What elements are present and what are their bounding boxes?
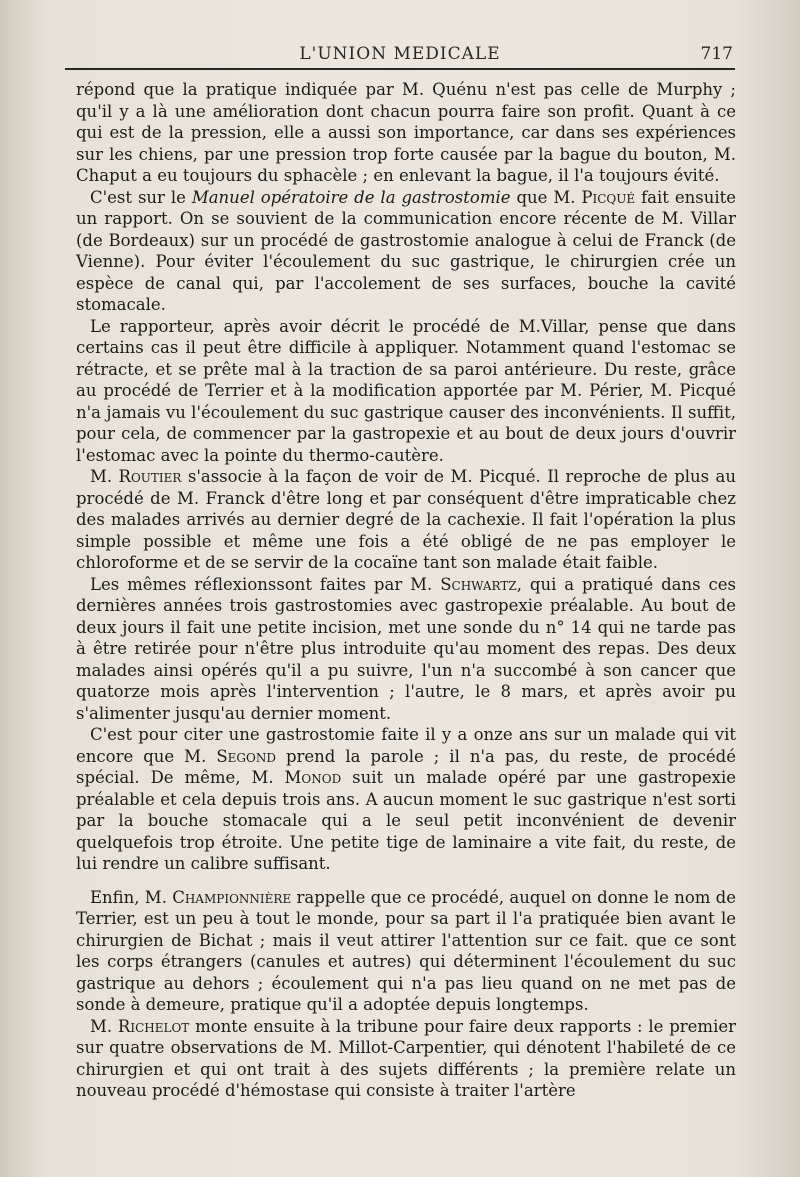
header-rule: [65, 68, 735, 70]
article-body: [76, 79, 736, 1102]
surgeon-name: Picqué: [581, 187, 636, 207]
paragraph-text: prend la parole ; il n'a pas, du reste, de procédé spécial. De même, M.: [76, 746, 736, 787]
paragraph-text: répond que la pratique indiquée par M. Quénu n'est pas celle de Murphy ; qu'il y a là une amélioration dont chacun pourra faire son profit. Quant à ce qui est de la pression, elle a aussi son importance, car dans ses expériences sur les chiens, par une pression trop forte causée par la bague du bouton, M. Chaput a eu toujours du sphacèle ; en enlevant la bague, il l'a toujours évité.: [76, 80, 736, 185]
paragraph-text: rappelle que ce procédé, auquel on donne le nom de Terrier, est un peu à tout le monde, pour sa part il l'a pratiquée bien avant le chirurgien de Bichat ; mais il veut attirer l'attention sur ce fait. que ce sont les corps étrangers (canules et autres) qui déterminent l'écoulement du suc gastrique au dehors ; écoulement qui n'a pas lieu quand on ne met pas de sonde à demeure, pratique qu'il a adoptée depuis longtemps.: [76, 887, 736, 1014]
paragraph-text: , qui a pratiqué dans ces dernières années trois gastrostomies avec gastropexie préalable. Au bout de deux jours il fait une petite incision, met une sonde du n° 14 qui ne tarde pas à être retirée pour n'être plus introduite qu'au moment des repas. Des deux malades ainsi opérés qu'il a pu suivre, l'un n'a succombé à son cancer que quatorze mois après l'intervention ; l'autre, le 8 mars, et après avoir pu s'alimenter jusqu'au dernier moment.: [76, 574, 736, 723]
paragraph-8: [76, 1016, 736, 1102]
surgeon-name: Championnière: [172, 887, 292, 907]
paragraph-text: Le rapporteur, après avoir décrit le procédé de M.Villar, pense que dans certains cas il peut être difficile à appliquer. Notamment quand l'estomac se rétracte, et se prête mal à la traction de sa paroi antérieure. Du reste, grâce au procédé de Terrier et à la modification apportée par M. Périer, M. Picqué n'a jamais vu l'écoulement du suc gastrique causer des inconvénients. Il suffit, pour cela, de commencer par la gastropexie et au bout de deux jours d'ouvrir l'estomac avec la pointe du thermo-cautère.: [76, 316, 736, 465]
paragraph-text: que M.: [510, 187, 582, 207]
page-header: [65, 42, 735, 72]
paragraph-text: suit un malade opéré par une gastropexie préalable et cela depuis trois ans. A aucun moment le suc gastrique n'est sorti par la bouche stomacale qui a le seul petit inconvénient de devenir quelquefois trop étroite. Une petite tige de laminaire a vite fait, du reste, de lui rendre un calibre suffisant.: [76, 768, 736, 873]
paragraph-text: M.: [90, 1016, 118, 1036]
surgeon-name: Richelot: [117, 1016, 190, 1036]
paragraph-4: [76, 466, 736, 574]
surgeon-name: Schwartz: [440, 574, 517, 594]
paragraph-3: [76, 316, 736, 467]
book-title: Manuel opératoire de la gastrostomie: [191, 187, 511, 207]
paragraph-1: [76, 79, 736, 187]
paragraph-text: C'est pour citer une gastrostomie faite il y a onze ans sur un malade qui vit encore que M.: [76, 725, 736, 766]
paragraph-text: Les mêmes réflexionssont faites par M.: [90, 574, 441, 594]
paragraph-text: M.: [90, 467, 119, 486]
paragraph-text: s'associe à la façon de voir de M. Picqué. Il reproche de plus au procédé de M. Franck d'être long et par conséquent d'être impraticable chez des malades arrivés au dernier degré de la cachexie. Il fait l'opération la plus simple possible et même une fois a été obligé de ne pas employer le chloroforme et de se servir de la cocaïne tant son malade était faible.: [76, 467, 736, 572]
paragraph-6: [76, 724, 736, 875]
paragraph-7: [76, 887, 736, 1016]
paragraph-5: [76, 574, 736, 725]
paragraph-2: [76, 187, 736, 316]
surgeon-name: Segond: [216, 746, 276, 766]
paragraph-text: C'est sur le: [90, 187, 192, 207]
running-title: L'UNION MEDICALE: [299, 44, 501, 64]
surgeon-name: Monod: [284, 768, 342, 787]
paragraph-text: monte ensuite à la tribune pour faire deux rapports : le premier sur quatre observations de M. Millot-Carpentier, qui dénotent l'habileté de ce chirurgien et qui ont trait à des sujets différents ; la première relate un nouveau procédé d'hémostase qui consiste à traiter l'artère: [76, 1016, 736, 1100]
paragraph-text: Enfin, M.: [90, 887, 173, 907]
page-number: 717: [700, 44, 733, 64]
paragraph-text: fait ensuite un rapport. On se souvient de la communication encore récente de M. Villar (de Bordeaux) sur un procédé de gastrostomie analogue à celui de Franck (de Vienne). Pour éviter l'écoulement du suc gastrique, le chirurgien crée un espèce de canal qui, par l'accolement de ses surfaces, bouche la cavité stomacale.: [76, 187, 736, 314]
surgeon-name: Routier: [118, 467, 182, 486]
